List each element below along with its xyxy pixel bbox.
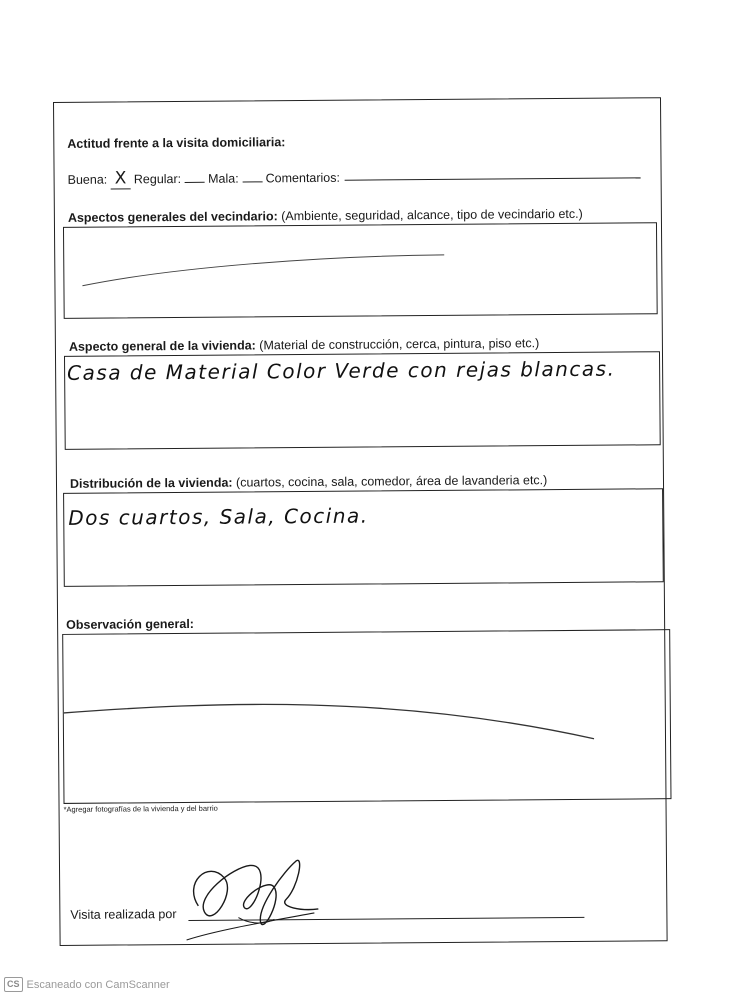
- distribucion-handwritten: Dos cuartos, Sala, Cocina.: [68, 503, 369, 530]
- vivienda-box: [64, 351, 661, 450]
- comentarios-label: Comentarios:: [265, 170, 341, 186]
- vecindario-strike-line: [64, 223, 657, 318]
- vivienda-title: Aspecto general de la vivienda: (Material de construcción, cerca, pintura, piso etc.): [68, 336, 540, 354]
- home-visit-form: [53, 97, 668, 946]
- vecindario-title: Aspectos generales del vecindario: (Ambiente, seguridad, alcance, tipo de vecindario etc.): [67, 206, 583, 225]
- watermark-text: Escaneado con CamScanner: [26, 978, 170, 991]
- buena-label: Buena:: [67, 172, 108, 187]
- observacion-title: Observación general:: [66, 616, 194, 632]
- observacion-box: [62, 629, 671, 804]
- attitude-options: [68, 167, 341, 189]
- distribucion-title: Distribución de la vivienda: (cuartos, cocina, sala, comedor, área de lavanderia etc.): [69, 473, 548, 491]
- vivienda-handwritten: Casa de Material Color Verde con rejas blancas.: [67, 356, 616, 385]
- mala-blank: [242, 181, 262, 182]
- distribucion-box: [63, 488, 664, 587]
- regular-blank: [185, 182, 205, 183]
- observacion-strike-line: [63, 630, 670, 803]
- mala-label: Mala:: [208, 171, 239, 186]
- comentarios-line: [345, 177, 641, 180]
- camscanner-logo: CS: [4, 977, 23, 992]
- photo-note: *Agregar fotografías de la vivienda y del barrio: [63, 803, 218, 814]
- scanner-watermark: [4, 977, 170, 992]
- regular-label: Regular:: [133, 171, 182, 187]
- visita-label: Visita realizada por: [70, 907, 177, 922]
- vecindario-box: [63, 222, 658, 319]
- buena-mark: X: [111, 168, 131, 189]
- attitude-title: Actitud frente a la visita domiciliaria:: [67, 135, 286, 151]
- signature-drawing: [178, 847, 329, 952]
